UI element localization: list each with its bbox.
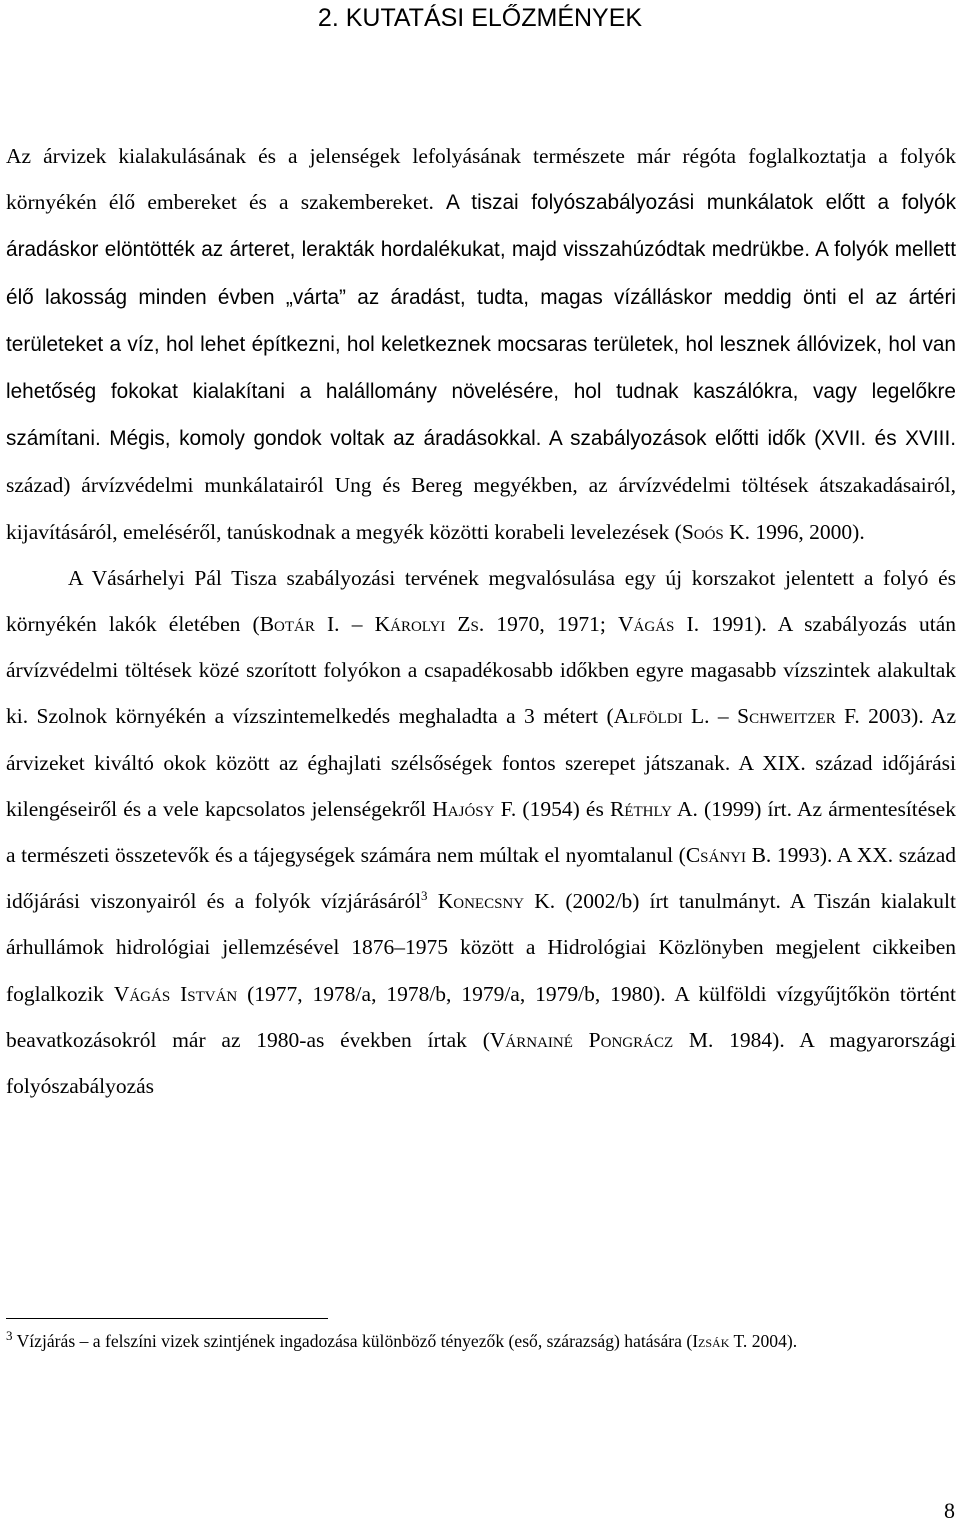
p1-sentence-1: Az árvizek kialakulásának és a jelenségek lefolyásának természete már régóta foglalkoztatja a folyók környékén élő embereket és a szakembereket.	[6, 144, 956, 215]
p1-sentence-2: A tiszai folyószabályozási munkálatok előtt a folyók áradáskor elöntötték az árteret, lerakták hordalékukat, majd visszahúzódtak medrükbe.	[6, 191, 956, 262]
p1-sentence-3: A folyók mellett élő lakosság minden évben	[6, 238, 956, 309]
p2-text: F. 2003). Az árvizeket kiváltó okok között az éghajlati szélsőségek fontos szerepet játszanak. A XIX. század időjárási kilengéseiről és a vele kapcsolatos jelenségekről	[6, 704, 957, 821]
p2-text: M. 1984). A magyarországi folyószabályozás	[6, 1027, 956, 1099]
p2-text: . 1970, 1971;	[478, 612, 619, 637]
footnote-text-end: T. 2004).	[729, 1331, 798, 1351]
citation-author: Várnainé Pongrácz	[489, 1027, 674, 1052]
p2-text: A Vásárhelyi Pál Tisza szabályozási tervének megvalósulása egy új korszakot jelentett a folyó és környékén lakók életében (	[6, 565, 956, 637]
citation-author: Vágás	[618, 612, 675, 637]
footnote-text: Vízjárás – a felszíni vizek szintjének ingadozása különböző tényezők (eső, szárazság) hatására (	[12, 1331, 693, 1351]
p2-text: A. (1999) írt. Az ármentesítések a természeti összetevők és a tájegységek számára nem múltak el nyomtalanul (	[6, 796, 956, 868]
p1-sentence-4: „várta” az áradást, tudta, magas vízálláskor meddig önti el az ártéri területeket a víz, hol lehet építkezni, hol keletkeznek mocsaras területek, hol lesznek állóvizek, hol van lehetőség fokokat kialakítani a halállomány növelésére, hol tudnak kaszálókra, vagy legelőkre számítani. Mégis, komoly gondok voltak az áradásokkal. A szabályozások előtti idők (XVII. és XVIII.	[6, 285, 956, 451]
footnote-marker: 3	[6, 1328, 13, 1344]
paragraph-1	[6, 133, 956, 555]
p2-text: L. –	[682, 704, 738, 729]
citation-author: Vágás István	[113, 981, 238, 1006]
citation-author: Soós	[681, 519, 724, 544]
footnote-reference[interactable]: 3	[421, 888, 428, 904]
citation-author: Botár	[259, 612, 315, 637]
body-text	[6, 133, 956, 1109]
p1-sentence-6: K. 1996, 2000).	[723, 519, 865, 544]
citation-author: Izsák	[692, 1331, 730, 1351]
p2-text: I. 1991). A szabályozás után árvízvédelmi töltések közé szorított folyókon a csapadékosabb időkben egyre magasabb vízszintek alakultak ki. Szolnok környékén a vízszintemelkedés meghaladta a 3 métert (	[6, 612, 956, 729]
p2-text: I. –	[314, 612, 375, 637]
citation-author: Csányi	[685, 843, 746, 868]
p2-text	[428, 889, 438, 913]
p2-text: B. 1993). A XX. század időjárási viszonyairól és a folyók vízjárásáról	[6, 843, 957, 914]
footnote-separator	[6, 1318, 328, 1319]
footnote	[6, 1328, 956, 1354]
citation-author: Károlyi Zs	[374, 612, 479, 637]
p1-sentence-5: század) árvízvédelmi munkálatairól Ung és Bereg megyékben, az árvízvédelmi töltések átszakadásairól, kijavításáról, emeléséről, tanúskodnak a megyék közötti korabeli levelezések (	[6, 473, 956, 544]
p2-text: (1977, 1978/a, 1978/b, 1979/a, 1979/b, 1980). A külföldi vízgyűjtőkön történt beavatkozásokról már az 1980-as években írtak (	[6, 981, 956, 1052]
chapter-heading: 2. KUTATÁSI ELŐZMÉNYEK	[317, 4, 643, 32]
citation-author: Hajósy	[432, 796, 495, 821]
paragraph-2	[6, 555, 956, 1109]
page-number: 8	[944, 1498, 955, 1523]
citation-author: Schweitzer	[737, 704, 836, 729]
citation-author: Alföldi	[613, 704, 683, 729]
p2-text: K. (2002/b) írt tanulmányt. A Tiszán kialakult árhullámok hidrológiai jellemzésével 1876–1975 között a Hidrológiai Közlönyben megjelent cikkeiben foglalkozik	[6, 889, 956, 1006]
citation-author: Konecsny	[437, 889, 525, 914]
citation-author: Réthly	[609, 796, 672, 821]
p2-text: F. (1954) és	[494, 796, 610, 821]
